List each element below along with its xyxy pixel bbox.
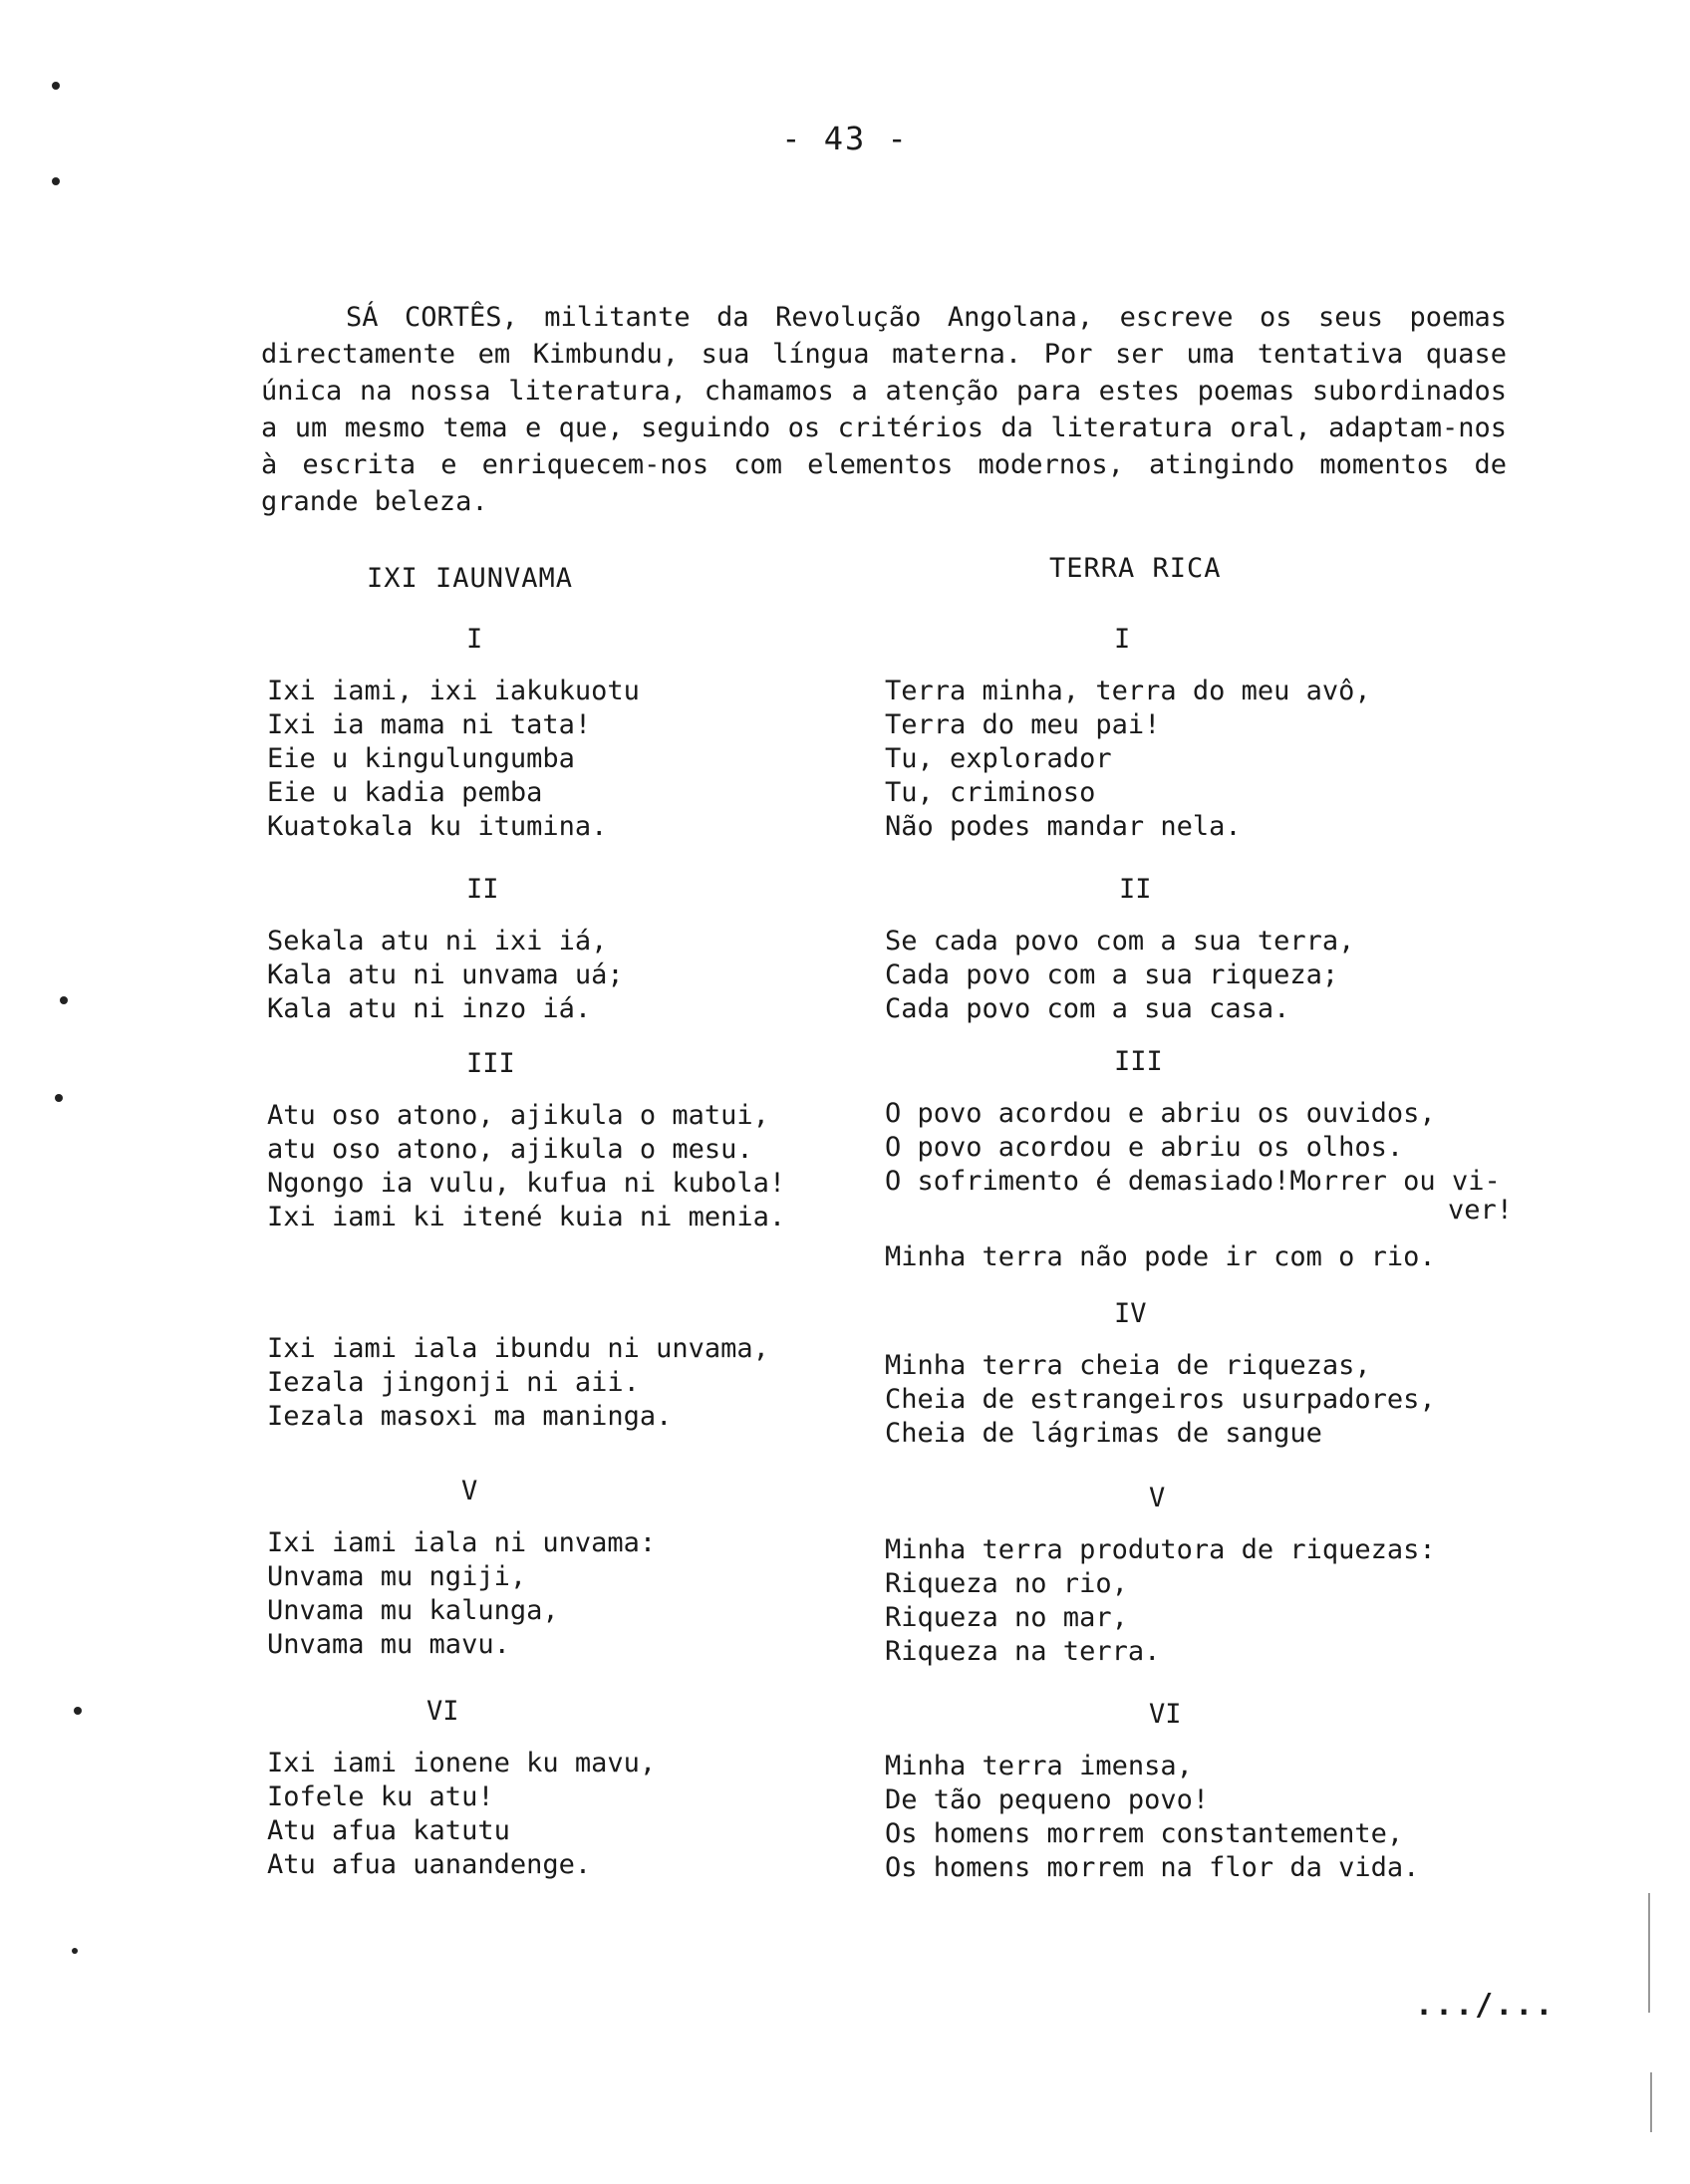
stanza	[267, 1099, 865, 1234]
verse-line: Terra do meu pai!	[885, 709, 1161, 740]
verse-line: Minha terra não pode ir com o rio.	[885, 1241, 1436, 1272]
verse-line: Eie u kingulungumba	[267, 743, 575, 774]
verse-line: Ixi iami, ixi iakukuotu	[267, 676, 640, 706]
stanza-number: IV	[1114, 1298, 1147, 1329]
stanza-number: V	[1149, 1483, 1166, 1513]
verse-line: Se cada povo com a sua terra,	[885, 926, 1355, 956]
verse-line: Minha terra produtora de riquezas:	[885, 1534, 1436, 1565]
verse-line: Kuatokala ku itumina.	[267, 811, 608, 842]
verse-line: Unvama mu kalunga,	[267, 1595, 559, 1626]
verse-line: Atu oso atono, ajikula o matui,	[267, 1100, 769, 1131]
verse-line: Sekala atu ni ixi iá,	[267, 926, 608, 956]
verse-line: O sofrimento é demasiado!Morrer ou vi-	[885, 1166, 1501, 1197]
stanza	[267, 925, 865, 1026]
stanza	[885, 1097, 1523, 1274]
verse-line: Unvama mu mavu.	[267, 1629, 510, 1660]
scan-dot	[72, 1948, 78, 1954]
verse-line: Ixi ia mama ni tata!	[267, 709, 592, 740]
verse-line: Os homens morrem na flor da vida.	[885, 1852, 1420, 1883]
stanza-gap	[267, 1234, 865, 1332]
verse-line: Kala atu ni unvama uá;	[267, 959, 624, 990]
stanza	[885, 1533, 1523, 1669]
verse-line: Iezala masoxi ma maninga.	[267, 1401, 673, 1432]
stanza	[267, 675, 865, 844]
verse-line: Minha terra cheia de riquezas,	[885, 1350, 1371, 1381]
scan-edge-line	[1650, 2072, 1652, 2132]
verse-line: Ixi iami ionene ku mavu,	[267, 1748, 657, 1778]
scan-dot	[52, 177, 60, 185]
stanza	[885, 925, 1523, 1026]
verse-line: O povo acordou e abriu os ouvidos,	[885, 1098, 1436, 1129]
poem-kimbundu	[267, 563, 865, 1882]
verse-line: Eie u kadia pemba	[267, 777, 543, 808]
poem-title-portuguese: TERRA RICA	[1049, 553, 1222, 584]
verse-line: Kala atu ni inzo iá.	[267, 993, 592, 1024]
scan-dot	[52, 82, 60, 90]
verse-line: Tu, explorador	[885, 743, 1112, 774]
verse-line: atu oso atono, ajikula o mesu.	[267, 1134, 753, 1165]
verse-line: Tu, criminoso	[885, 777, 1096, 808]
verse-line: Atu afua katutu	[267, 1815, 510, 1846]
stanza-number: II	[1119, 874, 1152, 905]
verse-line: O povo acordou e abriu os olhos.	[885, 1132, 1404, 1163]
verse-line: Ixi iami iala ni unvama:	[267, 1527, 657, 1558]
page-number: - 43 -	[781, 120, 909, 157]
scan-dot	[60, 996, 68, 1004]
stanza-number: I	[466, 624, 483, 655]
verse-line: Riqueza na terra.	[885, 1636, 1161, 1667]
verse-line: Ixi iami ki itené kuia ni menia.	[267, 1202, 786, 1232]
intro-paragraph	[261, 299, 1507, 520]
verse-line: Iofele ku atu!	[267, 1781, 494, 1812]
stanza-number: I	[1114, 624, 1131, 655]
poem-portuguese	[885, 553, 1523, 1885]
stanza	[267, 1526, 865, 1662]
stanza-number: VI	[1149, 1699, 1182, 1730]
stanza	[885, 1349, 1523, 1451]
stanza	[267, 1747, 865, 1882]
continuation-mark: .../...	[1415, 1988, 1555, 2023]
stanza-number: V	[461, 1476, 478, 1506]
verse-line: Não podes mandar nela.	[885, 811, 1242, 842]
verse-line: Cada povo com a sua riqueza;	[885, 959, 1339, 990]
verse-line: Unvama mu ngiji,	[267, 1561, 527, 1592]
verse-line-continuation: ver!	[1447, 1195, 1513, 1226]
verse-line: Riqueza no rio,	[885, 1568, 1128, 1599]
poem-title-kimbundu: IXI IAUNVAMA	[367, 563, 574, 594]
verse-line: Terra minha, terra do meu avô,	[885, 676, 1371, 706]
intro-text: SÁ CORTÊS, militante da Revolução Angolana, escreve os seus poemas directamente em Kimbundu, sua língua materna. Por ser uma tentativa quase única na nossa literatura, chamamos a atenção para estes poemas subordinados a um mesmo tema e que, seguindo os critérios da literatura oral, adaptam-nos à escrita e enriquecem-nos com elementos modernos, atingindo momentos de grande beleza.	[261, 302, 1507, 517]
stanza-number: II	[466, 874, 499, 905]
stanza-number: III	[1114, 1046, 1163, 1077]
verse-line: Os homens morrem constantemente,	[885, 1818, 1404, 1849]
verse-line: Cada povo com a sua casa.	[885, 993, 1290, 1024]
verse-line: Cheia de lágrimas de sangue	[885, 1418, 1322, 1449]
verse-line: Cheia de estrangeiros usurpadores,	[885, 1384, 1436, 1415]
verse-line: Ixi iami iala ibundu ni unvama,	[267, 1333, 769, 1364]
scan-edge-line	[1648, 1893, 1650, 2013]
verse-line: Riqueza no mar,	[885, 1602, 1128, 1633]
verse-line: Minha terra imensa,	[885, 1751, 1193, 1781]
stanza	[267, 1332, 865, 1434]
verse-line: Atu afua uanandenge.	[267, 1849, 592, 1880]
stanza	[885, 675, 1523, 844]
verse-line: De tão pequeno povo!	[885, 1784, 1210, 1815]
scan-dot	[55, 1094, 63, 1102]
verse-line: Ngongo ia vulu, kufua ni kubola!	[267, 1168, 786, 1199]
stanza-number: III	[466, 1048, 515, 1079]
scan-dot	[74, 1707, 82, 1715]
verse-line: Iezala jingonji ni aii.	[267, 1367, 640, 1398]
stanza	[885, 1750, 1523, 1885]
stanza-number: VI	[426, 1696, 459, 1727]
